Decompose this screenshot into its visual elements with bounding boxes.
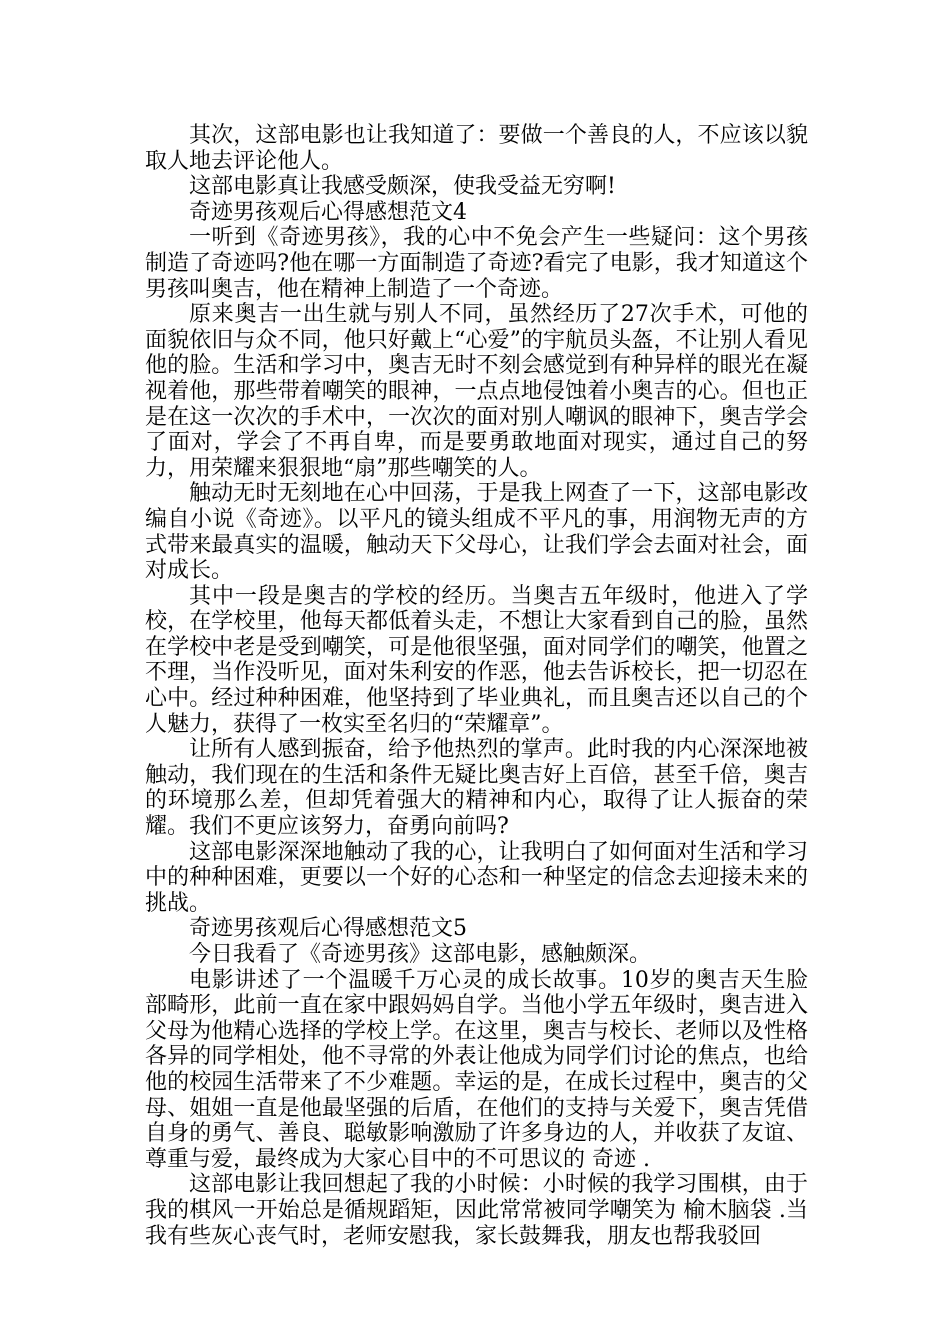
paragraph: 其次，这部电影也让我知道了：要做一个善良的人，不应该以貌取人地去评论他人。 bbox=[145, 123, 808, 174]
paragraph: 其中一段是奥吉的学校的经历。当奥吉五年级时，他进入了学校，在学校里，他每天都低着头走，不想让大家看到自己的脸，虽然在学校中老是受到嘲笑，可是他很坚强，面对同学们的嘲笑，他置之不理，当作没听见，面对朱利安的作恶，他去告诉校长，把一切忍在心中。经过种种困难，他坚持到了毕业典礼，而且奥吉还以自己的个人魅力，获得了一枚实至名归的“荣耀章”。 bbox=[145, 583, 808, 737]
paragraph: 触动无时无刻地在心中回荡，于是我上网查了一下，这部电影改编自小说《奇迹》。以平凡的镜头组成不平凡的事，用润物无声的方式带来最真实的温暖，触动天下父母心，让我们学会去面对社会，面对成长。 bbox=[145, 481, 808, 584]
section-heading: 奇迹男孩观后心得感想范文5 bbox=[189, 916, 467, 942]
document-body bbox=[145, 123, 808, 1249]
paragraph: 电影讲述了一个温暖千万心灵的成长故事。10岁的奥吉天生脸部畸形，此前一直在家中跟妈妈自学。当他小学五年级时，奥吉进入父母为他精心选择的学校上学。在这里，奥吉与校长、老师以及性格各异的同学相处，他不寻常的外表让他成为同学们讨论的焦点，也给他的校园生活带来了不少难题。幸运的是，在成长过程中，奥吉的父母、姐姐一直是他最坚强的后盾，在他们的支持与关爱下，奥吉凭借自身的勇气、善良、聪敏影响激励了许多身边的人，并收获了友谊、尊重与爱，最终成为大家心目中的不可思议的 奇迹 . bbox=[145, 967, 808, 1172]
paragraph: 今日我看了《奇迹男孩》这部电影，感触颇深。 bbox=[189, 942, 652, 967]
paragraph: 原来奥吉一出生就与别人不同，虽然经历了27次手术，可他的面貌依旧与众不同，他只好戴上“心爱”的宇航员头盔，不让别人看见他的脸。生活和学习中，奥吉无时不刻会感觉到有种异样的眼光在凝视着他，那些带着嘲笑的眼神，一点点地侵蚀着小奥吉的心。但也正是在这一次次的手术中，一次次的面对别人嘲讽的眼神下，奥吉学会了面对，学会了不再自卑，而是要勇敢地面对现实，通过自己的努力，用荣耀来狠狠地“扇”那些嘲笑的人。 bbox=[145, 302, 808, 481]
paragraph: 让所有人感到振奋，给予他热烈的掌声。此时我的内心深深地被触动，我们现在的生活和条件无疑比奥吉好上百倍，甚至千倍，奥吉的环境那么差，但却凭着强大的精神和内心，取得了让人振奋的荣耀。我们不更应该努力，奋勇向前吗? bbox=[145, 737, 808, 840]
paragraph: 一听到《奇迹男孩》，我的心中不免会产生一些疑问：这个男孩制造了奇迹吗?他在哪一方面制造了奇迹?看完了电影，我才知道这个男孩叫奥吉，他在精神上制造了一个奇迹。 bbox=[145, 225, 808, 302]
paragraph: 这部电影深深地触动了我的心，让我明白了如何面对生活和学习中的种种困难，更要以一个好的心态和一种坚定的信念去迎接未来的挑战。 bbox=[145, 839, 808, 916]
paragraph: 这部电影真让我感受颇深，使我受益无穷啊! bbox=[189, 174, 616, 200]
paragraph: 这部电影让我回想起了我的小时候：小时候的我学习围棋，由于我的棋风一开始总是循规蹈矩，因此常常被同学嘲笑为 榆木脑袋 .当我有些灰心丧气时，老师安慰我，家长鼓舞我，朋友也帮我驳回 bbox=[145, 1172, 808, 1249]
section-heading: 奇迹男孩观后心得感想范文4 bbox=[189, 199, 467, 225]
